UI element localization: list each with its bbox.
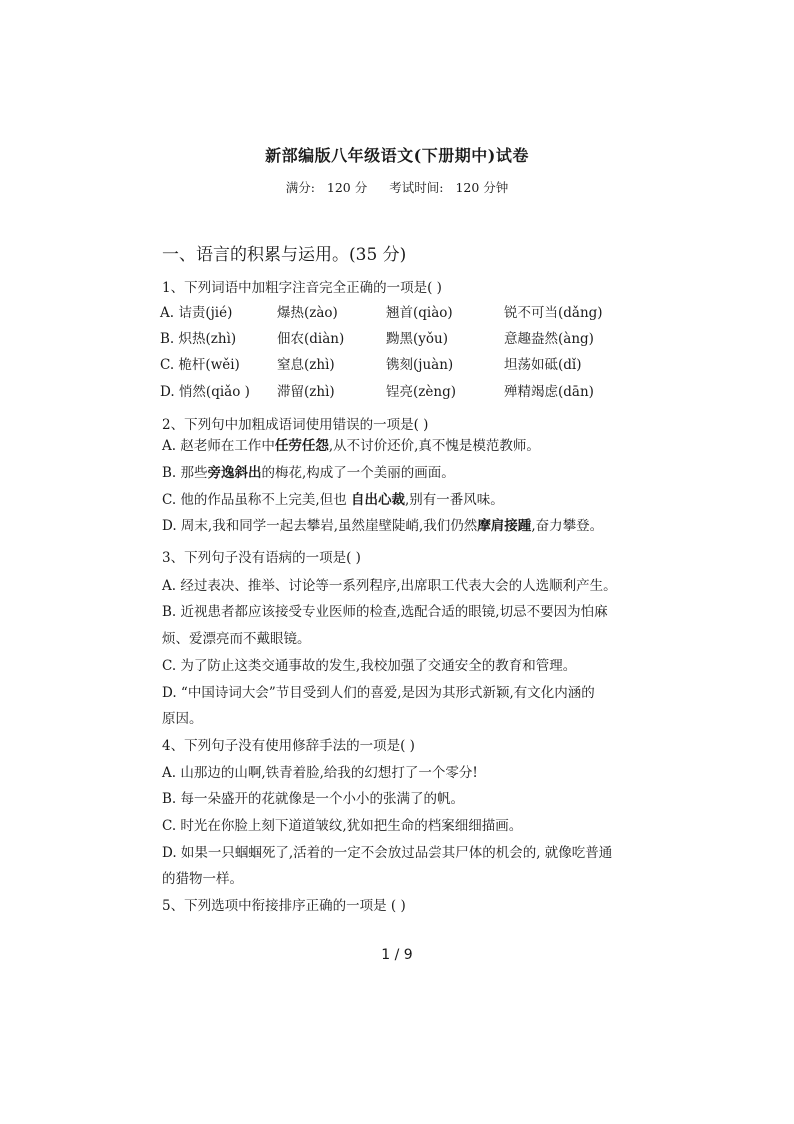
q4-option-d: D. 如果一只蝈蝈死了,活着的一定不会放过品尝其尸体的机会的, 就像吃普通	[162, 845, 613, 861]
q2-option-c-idiom: 自出心裁	[351, 492, 406, 508]
q1-row-a-col-2: 爆热(zào)	[277, 305, 338, 321]
q1-row-d-col-2: 滞留(zhì)	[277, 384, 335, 400]
q3-option-d-cont: 原因。	[162, 711, 203, 727]
question-1-stem: 1、下列词语中加粗字注音完全正确的一项是( )	[162, 280, 442, 296]
q1-row-a-col-3: 翘首(qiào)	[386, 305, 453, 321]
q1-row-d-col-4: 殚精竭虑(dān)	[504, 384, 594, 400]
question-2-stem: 2、下列句中加粗成语词使用错误的一项是( )	[162, 417, 429, 433]
q2-option-d-text: D. 周末,我和同学一起去攀岩,虽然崖壁陡峭,我们仍然	[162, 518, 478, 534]
q2-option-a-text: A. 赵老师在工作中	[162, 438, 275, 454]
q2-option-b-idiom: 旁逸斜出	[207, 465, 262, 481]
q2-option-d	[162, 514, 603, 534]
q1-row-c-col-2: 窒息(zhì)	[277, 357, 335, 373]
q2-option-b-text: B. 那些	[162, 465, 208, 481]
score-label: 满分:	[285, 180, 315, 195]
q4-option-c: C. 时光在你脸上刻下道道皱纹,犹如把生命的档案细细描画。	[162, 818, 523, 834]
q4-option-d-cont: 的猎物一样。	[162, 871, 243, 887]
q1-row-d-col-3: 锃亮(zèng)	[386, 384, 456, 400]
q4-option-a: A. 山那边的山啊,铁青着脸,给我的幻想打了一个零分!	[162, 765, 478, 781]
q2-option-a-rest: ,从不讨价还价,真不愧是模范教师。	[328, 438, 540, 454]
q2-option-d-idiom: 摩肩接踵	[477, 518, 532, 534]
question-4-stem: 4、下列句子没有使用修辞手法的一项是( )	[162, 738, 415, 754]
q1-row-d-col-1: D. 悄然(qiǎo )	[160, 384, 250, 400]
q1-row-a-col-1: A. 诘责(jié)	[160, 305, 233, 321]
q2-option-c-rest: ,别有一番风味。	[405, 492, 504, 508]
q3-option-c: C. 为了防止这类交通事故的发生,我校加强了交通安全的教育和管理。	[162, 658, 577, 674]
q2-option-c	[162, 488, 504, 508]
q1-row-b-col-1: B. 炽热(zhì)	[160, 331, 237, 347]
q2-option-a-idiom: 任劳任怨	[274, 438, 329, 454]
q3-option-a: A. 经过表决、推举、讨论等一系列程序,出席职工代表大会的人选顺利产生。	[162, 578, 617, 594]
time-value: 120 分钟	[455, 180, 509, 195]
question-3-stem: 3、下列句子没有语病的一项是( )	[162, 550, 361, 566]
q1-row-b-col-4: 意趣盎然(àng)	[504, 331, 594, 347]
q1-row-b-col-2: 佃农(diàn)	[277, 331, 345, 347]
q2-option-d-rest: ,奋力攀登。	[531, 518, 604, 534]
page-number: 1 / 9	[381, 947, 413, 963]
q2-option-b-rest: 的梅花,构成了一个美丽的画面。	[261, 465, 455, 481]
document-title: 新部编版八年级语文(下册期中)试卷	[265, 146, 529, 165]
q1-row-b-col-3: 黝黑(yǒu)	[386, 331, 448, 347]
exam-meta	[0, 178, 794, 196]
score-value: 120 分	[326, 180, 368, 195]
time-label: 考试时间:	[389, 180, 444, 195]
q1-row-c-col-3: 镌刻(juàn)	[386, 357, 454, 373]
q4-option-b: B. 每一朵盛开的花就像是一个小小的张满了的帆。	[162, 791, 465, 807]
q1-row-c-col-4: 坦荡如砥(dǐ)	[504, 357, 582, 373]
q2-option-b	[162, 461, 455, 481]
q2-option-a	[162, 434, 540, 454]
q3-option-d: D. “中国诗词大会”节目受到人们的喜爱,是因为其形式新颖,有文化内涵的	[162, 685, 595, 701]
q2-option-c-text: C. 他的作品虽称不上完美,但也	[162, 492, 352, 508]
question-5-stem: 5、下列选项中衔接排序正确的一项是 ( )	[162, 898, 406, 914]
q3-option-b: B. 近视患者都应该接受专业医师的检查,选配合适的眼镜,切忌不要因为怕麻	[162, 604, 608, 620]
q1-row-c-col-1: C. 桅杆(wěi)	[160, 357, 240, 373]
q1-row-a-col-4: 锐不可当(dǎng)	[504, 305, 603, 321]
section-heading: 一、语言的积累与运用。(35 分)	[162, 245, 407, 265]
q3-option-b-cont: 烦、爱漂亮而不戴眼镜。	[162, 631, 311, 647]
